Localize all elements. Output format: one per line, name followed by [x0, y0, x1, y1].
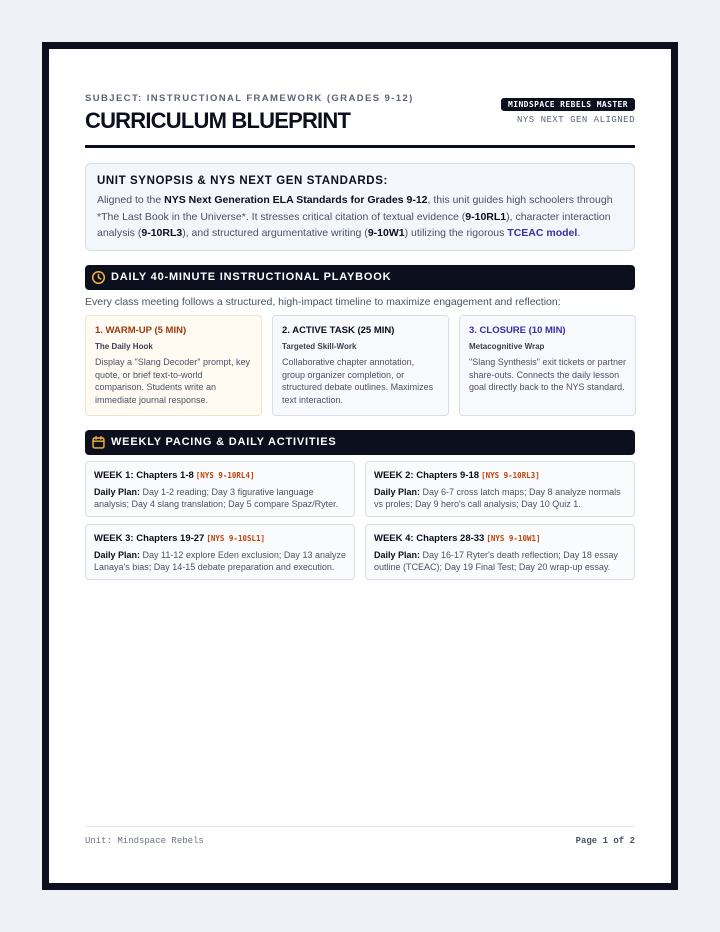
week-plan	[94, 550, 346, 573]
week-standard: [NYS 9-10RL3]	[481, 471, 540, 480]
daily-plan-label: Daily Plan:	[94, 487, 141, 497]
phase-title: 2. ACTIVE TASK (25 MIN)	[282, 325, 395, 336]
daily-plan-label: Daily Plan:	[374, 487, 421, 497]
week-title-text: WEEK 1: Chapters 1-8	[94, 470, 194, 481]
pacing-heading: WEEKLY PACING & DAILY ACTIVITIES	[111, 436, 337, 448]
page-title: CURRICULUM BLUEPRINT	[85, 108, 351, 133]
document-page	[49, 49, 671, 883]
phase-title: 3. CLOSURE (10 MIN)	[469, 325, 566, 336]
footer-unit-name: Unit: Mindspace Rebels	[85, 836, 204, 846]
synopsis-text-part: , this unit guides high schoolers through *The Last Book in the Universe*. It stresses critical citation of textual evidence (	[97, 194, 613, 223]
synopsis-heading: UNIT SYNOPSIS & NYS NEXT GEN STANDARDS:	[97, 175, 388, 187]
standard-code: 9-10RL3	[141, 227, 183, 239]
week-card-3	[85, 524, 355, 580]
subject-line: SUBJECT: INSTRUCTIONAL FRAMEWORK (GRADES 9-12)	[85, 93, 414, 104]
master-badge: MINDSPACE REBELS MASTER	[501, 98, 635, 111]
week-title-text: WEEK 4: Chapters 28-33	[374, 533, 485, 544]
page-number: Page 1 of 2	[575, 836, 635, 846]
week-title	[374, 470, 626, 481]
week-standard: [NYS 9-10SL1]	[206, 534, 266, 543]
week-plan	[374, 550, 626, 573]
week-plan-text: Day 16-17 Ryter's death reflection; Day 18 essay outline (TCEAC); Day 19 Final Test; Day 20 wrap-up essay.	[374, 550, 618, 572]
synopsis-text-part: ), character interaction analysis (	[97, 210, 611, 239]
synopsis-text-part: ) utilizing the rigorous	[404, 227, 508, 239]
week-card-4	[365, 524, 635, 580]
week-title	[94, 470, 346, 481]
standards-name: NYS Next Generation ELA Standards for Grades 9-12	[164, 194, 428, 206]
phase-subtitle: Metacognitive Wrap	[469, 342, 545, 351]
daily-plan-label: Daily Plan:	[374, 550, 421, 560]
phase-description: Display a "Slang Decoder" prompt, key quote, or brief text-to-world comparison. Students write an immediate journal response.	[95, 357, 250, 405]
week-standard: [NYS 9-10W1]	[486, 534, 541, 543]
week-title	[374, 533, 626, 544]
phase-subtitle: The Daily Hook	[95, 342, 153, 351]
week-title-text: WEEK 3: Chapters 19-27	[94, 533, 205, 544]
week-title-text: WEEK 2: Chapters 9-18	[374, 470, 480, 481]
playbook-intro: Every class meeting follows a structured, high-impact timeline to maximize engagement and reflection:	[85, 296, 561, 308]
synopsis-text-part: .	[577, 227, 581, 239]
week-plan-text: Day 1-2 reading; Day 3 figurative language analysis; Day 4 slang translation; Day 5 compare Spaz/Ryter.	[94, 487, 339, 509]
playbook-heading: DAILY 40-MINUTE INSTRUCTIONAL PLAYBOOK	[111, 271, 392, 283]
alignment-label: NYS NEXT GEN ALIGNED	[516, 115, 635, 125]
week-card-1	[85, 461, 355, 517]
phase-title: 1. WARM-UP (5 MIN)	[95, 325, 187, 336]
week-plan-text: Day 6-7 cross latch maps; Day 8 analyze normals vs proles; Day 9 hero's call analysis; Day 10 Quiz 1.	[374, 487, 621, 509]
document-header	[85, 91, 635, 153]
week-plan	[374, 487, 626, 510]
phase-subtitle: Targeted Skill-Work	[282, 342, 357, 351]
phase-description: "Slang Synthesis" exit tickets or partner share-outs. Connects the daily lesson goal directly back to the NYS standard.	[469, 357, 626, 392]
phase-card-active-task	[272, 315, 449, 416]
synopsis-text-part: ), and structured argumentative writing (	[182, 227, 368, 239]
week-plan-text: Day 11-12 explore Eden exclusion; Day 13 analyze Lanaya's bias; Day 14-15 debate preparation and execution.	[94, 550, 346, 572]
header-divider	[85, 145, 635, 148]
phase-card-warm-up	[85, 315, 262, 416]
clock-icon	[91, 270, 106, 285]
standard-code: 9-10W1	[367, 227, 405, 239]
week-title	[94, 533, 346, 544]
pacing-section-header	[85, 430, 635, 455]
unit-synopsis-box	[85, 163, 635, 251]
phase-card-closure	[459, 315, 636, 416]
week-plan	[94, 487, 346, 510]
week-standard: [NYS 9-10RL4]	[195, 471, 255, 480]
footer-divider	[85, 826, 635, 827]
playbook-section-header	[85, 265, 635, 290]
calendar-icon	[91, 435, 106, 450]
week-card-2	[365, 461, 635, 517]
synopsis-text-part: Aligned to the	[97, 194, 165, 206]
daily-plan-label: Daily Plan:	[94, 550, 141, 560]
standard-code: 9-10RL1	[465, 210, 507, 223]
synopsis-text	[97, 192, 623, 242]
tceac-model-link: TCEAC model	[507, 227, 578, 239]
phase-description: Collaborative chapter annotation, group organizer completion, or structured debate outlines. Maximizes text interaction.	[282, 357, 434, 405]
